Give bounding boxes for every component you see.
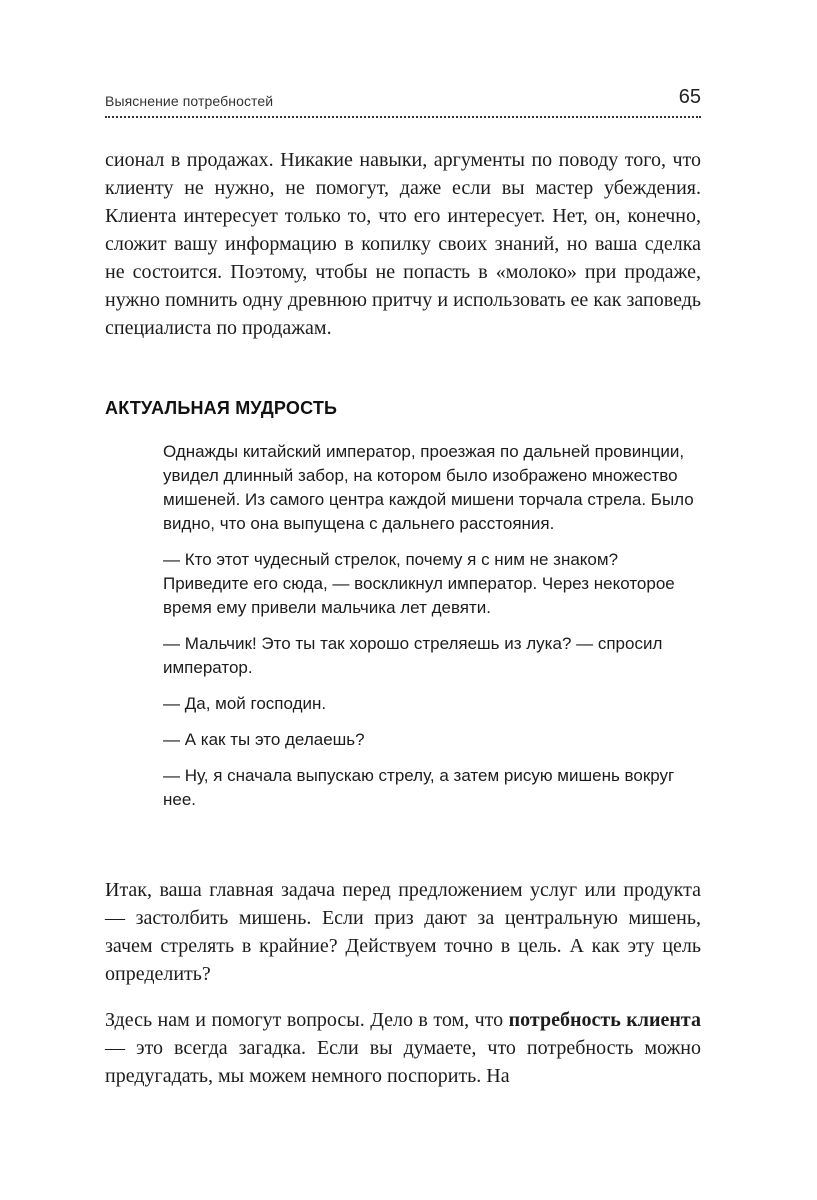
section-heading: АКТУАЛЬНАЯ МУДРОСТЬ <box>105 398 338 418</box>
parable-paragraph: — Мальчик! Это ты так хорошо стреляешь из лука? — спросил император. <box>163 634 663 677</box>
running-header-title: Выяснение потребностей <box>105 93 274 109</box>
summary-paragraph: Итак, ваша главная задача перед предложением услуг или продукта — застолбить мишень. Если приз дают за центральную мишень, зачем стрелять в крайние? Действуем точно в цель. А как эту цель определить? <box>105 879 701 985</box>
intro-paragraph: сионал в продажах. Никакие навыки, аргументы по поводу того, что клиенту не нужно, не помогут, даже если вы мастер убеждения. Клиента интересует только то, что его интересует. Нет, он, конечно, сложит вашу информацию в копилку своих знаний, но ваша сделка не состоится. Поэтому, чтобы не попасть в «молоко» при продаже, нужно помнить одну древнюю притчу и использовать ее как заповедь специалиста по продажам. <box>105 149 701 339</box>
page-number: 65 <box>678 86 701 108</box>
parable-block <box>163 440 703 824</box>
questions-text-start: Здесь нам и помогут вопросы. Дело в том, что <box>105 1009 509 1031</box>
parable-paragraph: Однажды китайский император, проезжая по дальней провинции, увидел длинный забор, на котором было изображено множество мишеней. Из самого центра каждой мишени торчала стрела. Было видно, что она выпущена с дальнего расстояния. <box>163 442 694 533</box>
emphasized-term: потребность клиента <box>508 1009 701 1031</box>
parable-paragraph: — Кто этот чудесный стрелок, почему я с ним не знаком? Приведите его сюда, — воскликнул император. Через некоторое время ему привели мальчика лет девяти. <box>163 550 675 617</box>
questions-paragraph <box>105 1006 701 1090</box>
parable-paragraph: — Да, мой господин. <box>163 694 327 713</box>
running-header <box>105 82 701 118</box>
questions-text-end: — это всегда загадка. Если вы думаете, что потребность можно предугадать, мы можем немного поспорить. На <box>105 1037 701 1087</box>
parable-paragraph: — Ну, я сначала выпускаю стрелу, а затем рисую мишень вокруг нее. <box>163 766 675 809</box>
parable-paragraph: — А как ты это делаешь? <box>163 730 365 749</box>
